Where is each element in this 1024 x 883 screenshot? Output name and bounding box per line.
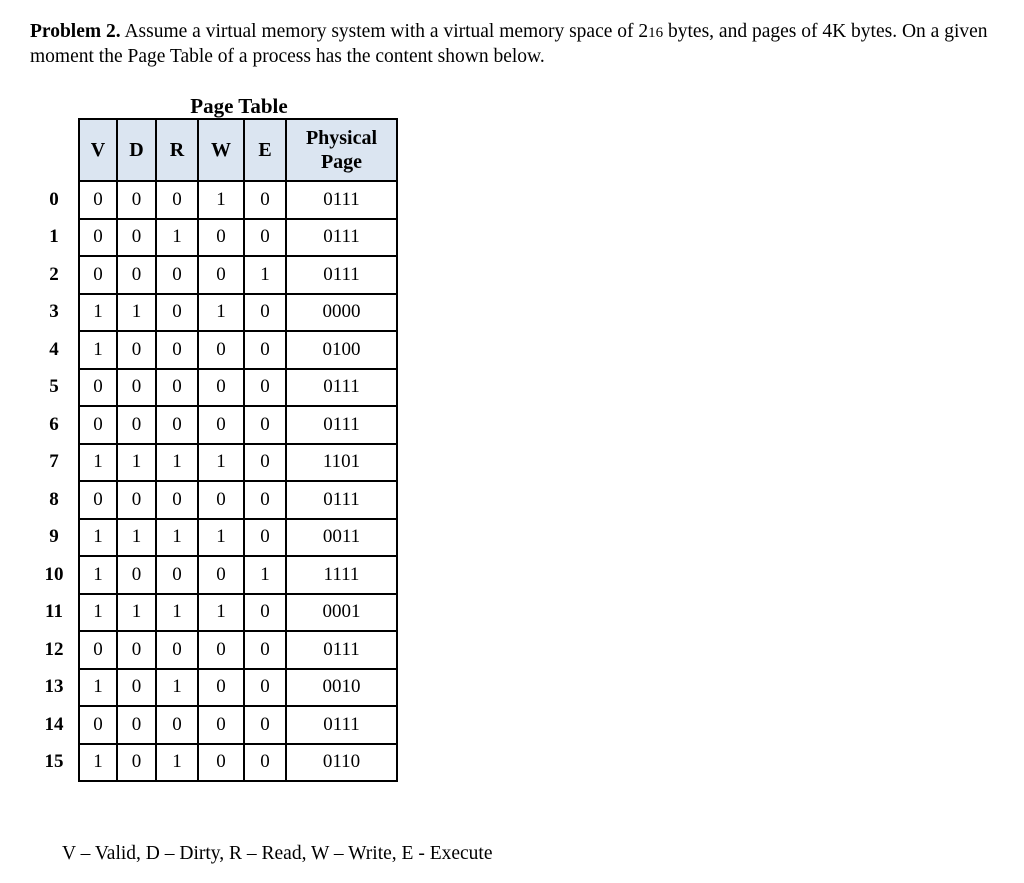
table-row: [30, 369, 397, 407]
cell-valid: 0: [79, 706, 117, 744]
table-row: [30, 669, 397, 707]
cell-physical-page: 0111: [286, 369, 397, 407]
cell-write: 0: [198, 331, 244, 369]
row-index: 2: [30, 256, 79, 294]
cell-execute: 0: [244, 481, 286, 519]
cell-physical-page: 0111: [286, 256, 397, 294]
cell-dirty: 0: [117, 631, 156, 669]
cell-physical-page: 0111: [286, 219, 397, 257]
cell-dirty: 0: [117, 744, 156, 782]
cell-physical-page: 0111: [286, 706, 397, 744]
cell-read: 1: [156, 744, 198, 782]
row-index: 14: [30, 706, 79, 744]
cell-write: 0: [198, 406, 244, 444]
column-header-physical-page: [286, 119, 397, 181]
cell-write: 0: [198, 556, 244, 594]
column-header-valid: V: [79, 119, 117, 181]
cell-valid: 1: [79, 294, 117, 332]
cell-valid: 0: [79, 406, 117, 444]
cell-execute: 0: [244, 744, 286, 782]
cell-write: 1: [198, 181, 244, 219]
cell-write: 0: [198, 744, 244, 782]
row-index: 12: [30, 631, 79, 669]
page-table: [30, 118, 398, 782]
table-row: [30, 219, 397, 257]
cell-valid: 1: [79, 331, 117, 369]
row-index: 1: [30, 219, 79, 257]
cell-read: 0: [156, 481, 198, 519]
cell-dirty: 0: [117, 556, 156, 594]
table-row: [30, 444, 397, 482]
problem-text-part2: bytes, and pages of 4K bytes. On a given moment the Page Table of a process has the content shown below.: [30, 21, 988, 67]
table-row: [30, 406, 397, 444]
cell-valid: 1: [79, 556, 117, 594]
cell-dirty: 1: [117, 594, 156, 632]
cell-valid: 0: [79, 481, 117, 519]
cell-dirty: 0: [117, 219, 156, 257]
cell-write: 0: [198, 669, 244, 707]
cell-dirty: 1: [117, 519, 156, 557]
cell-write: 1: [198, 594, 244, 632]
cell-read: 1: [156, 594, 198, 632]
cell-read: 0: [156, 331, 198, 369]
page-table-title: Page Table: [190, 94, 288, 118]
table-row: [30, 744, 397, 782]
cell-physical-page: 0000: [286, 294, 397, 332]
cell-execute: 0: [244, 181, 286, 219]
cell-read: 1: [156, 219, 198, 257]
cell-valid: 0: [79, 181, 117, 219]
cell-valid: 0: [79, 219, 117, 257]
column-header-dirty: D: [117, 119, 156, 181]
cell-dirty: 0: [117, 669, 156, 707]
cell-execute: 0: [244, 706, 286, 744]
cell-read: 1: [156, 444, 198, 482]
cell-dirty: 1: [117, 294, 156, 332]
cell-physical-page: 0100: [286, 331, 397, 369]
row-index: 5: [30, 369, 79, 407]
legend: V – Valid, D – Dirty, R – Read, W – Write, E - Execute: [62, 843, 493, 864]
cell-execute: 0: [244, 444, 286, 482]
table-row: [30, 519, 397, 557]
cell-execute: 0: [244, 594, 286, 632]
cell-dirty: 0: [117, 406, 156, 444]
cell-valid: 1: [79, 744, 117, 782]
page-table-body: [30, 181, 397, 781]
cell-physical-page: 0110: [286, 744, 397, 782]
cell-physical-page: 0111: [286, 181, 397, 219]
table-row: [30, 331, 397, 369]
cell-read: 0: [156, 631, 198, 669]
cell-valid: 0: [79, 631, 117, 669]
cell-physical-page: 0010: [286, 669, 397, 707]
cell-write: 1: [198, 294, 244, 332]
cell-valid: 1: [79, 444, 117, 482]
header-corner: [30, 119, 79, 181]
table-row: [30, 631, 397, 669]
cell-execute: 1: [244, 256, 286, 294]
problem-statement: [30, 20, 1010, 69]
cell-read: 0: [156, 256, 198, 294]
cell-write: 0: [198, 219, 244, 257]
cell-read: 0: [156, 294, 198, 332]
cell-dirty: 0: [117, 369, 156, 407]
cell-read: 0: [156, 556, 198, 594]
cell-write: 1: [198, 519, 244, 557]
cell-valid: 1: [79, 669, 117, 707]
cell-physical-page: 0011: [286, 519, 397, 557]
cell-read: 0: [156, 369, 198, 407]
problem-label: Problem 2.: [30, 21, 121, 42]
column-header-execute: E: [244, 119, 286, 181]
cell-read: 0: [156, 406, 198, 444]
cell-dirty: 0: [117, 481, 156, 519]
row-index: 0: [30, 181, 79, 219]
cell-write: 0: [198, 256, 244, 294]
cell-valid: 1: [79, 519, 117, 557]
table-row: [30, 481, 397, 519]
cell-execute: 0: [244, 669, 286, 707]
cell-write: 0: [198, 706, 244, 744]
cell-dirty: 0: [117, 181, 156, 219]
cell-execute: 0: [244, 369, 286, 407]
table-row: [30, 181, 397, 219]
cell-physical-page: 1111: [286, 556, 397, 594]
cell-write: 0: [198, 369, 244, 407]
cell-valid: 0: [79, 256, 117, 294]
problem-exponent: 16: [648, 25, 664, 41]
cell-physical-page: 0111: [286, 481, 397, 519]
problem-text-part1: Assume a virtual memory system with a virtual memory space of 2: [124, 21, 649, 42]
row-index: 8: [30, 481, 79, 519]
cell-dirty: 1: [117, 444, 156, 482]
row-index: 4: [30, 331, 79, 369]
table-row: [30, 294, 397, 332]
row-index: 7: [30, 444, 79, 482]
cell-read: 0: [156, 181, 198, 219]
cell-dirty: 0: [117, 706, 156, 744]
row-index: 3: [30, 294, 79, 332]
column-header-read: R: [156, 119, 198, 181]
cell-write: 1: [198, 444, 244, 482]
cell-physical-page: 0111: [286, 406, 397, 444]
cell-dirty: 0: [117, 331, 156, 369]
cell-execute: 0: [244, 331, 286, 369]
table-row: [30, 256, 397, 294]
cell-valid: 0: [79, 369, 117, 407]
cell-write: 0: [198, 481, 244, 519]
row-index: 11: [30, 594, 79, 632]
table-row: [30, 706, 397, 744]
cell-physical-page: 0111: [286, 631, 397, 669]
cell-execute: 0: [244, 519, 286, 557]
cell-execute: 1: [244, 556, 286, 594]
cell-valid: 1: [79, 594, 117, 632]
row-index: 15: [30, 744, 79, 782]
cell-physical-page: 0001: [286, 594, 397, 632]
row-index: 13: [30, 669, 79, 707]
cell-execute: 0: [244, 406, 286, 444]
column-header-physical-page-label: Physical Page: [305, 127, 378, 173]
table-row: [30, 594, 397, 632]
table-row: [30, 556, 397, 594]
cell-dirty: 0: [117, 256, 156, 294]
cell-physical-page: 1101: [286, 444, 397, 482]
cell-read: 1: [156, 519, 198, 557]
cell-execute: 0: [244, 219, 286, 257]
cell-read: 0: [156, 706, 198, 744]
page-table-header-row: [30, 119, 397, 181]
row-index: 6: [30, 406, 79, 444]
cell-read: 1: [156, 669, 198, 707]
row-index: 9: [30, 519, 79, 557]
cell-execute: 0: [244, 631, 286, 669]
cell-execute: 0: [244, 294, 286, 332]
cell-write: 0: [198, 631, 244, 669]
column-header-write: W: [198, 119, 244, 181]
row-index: 10: [30, 556, 79, 594]
